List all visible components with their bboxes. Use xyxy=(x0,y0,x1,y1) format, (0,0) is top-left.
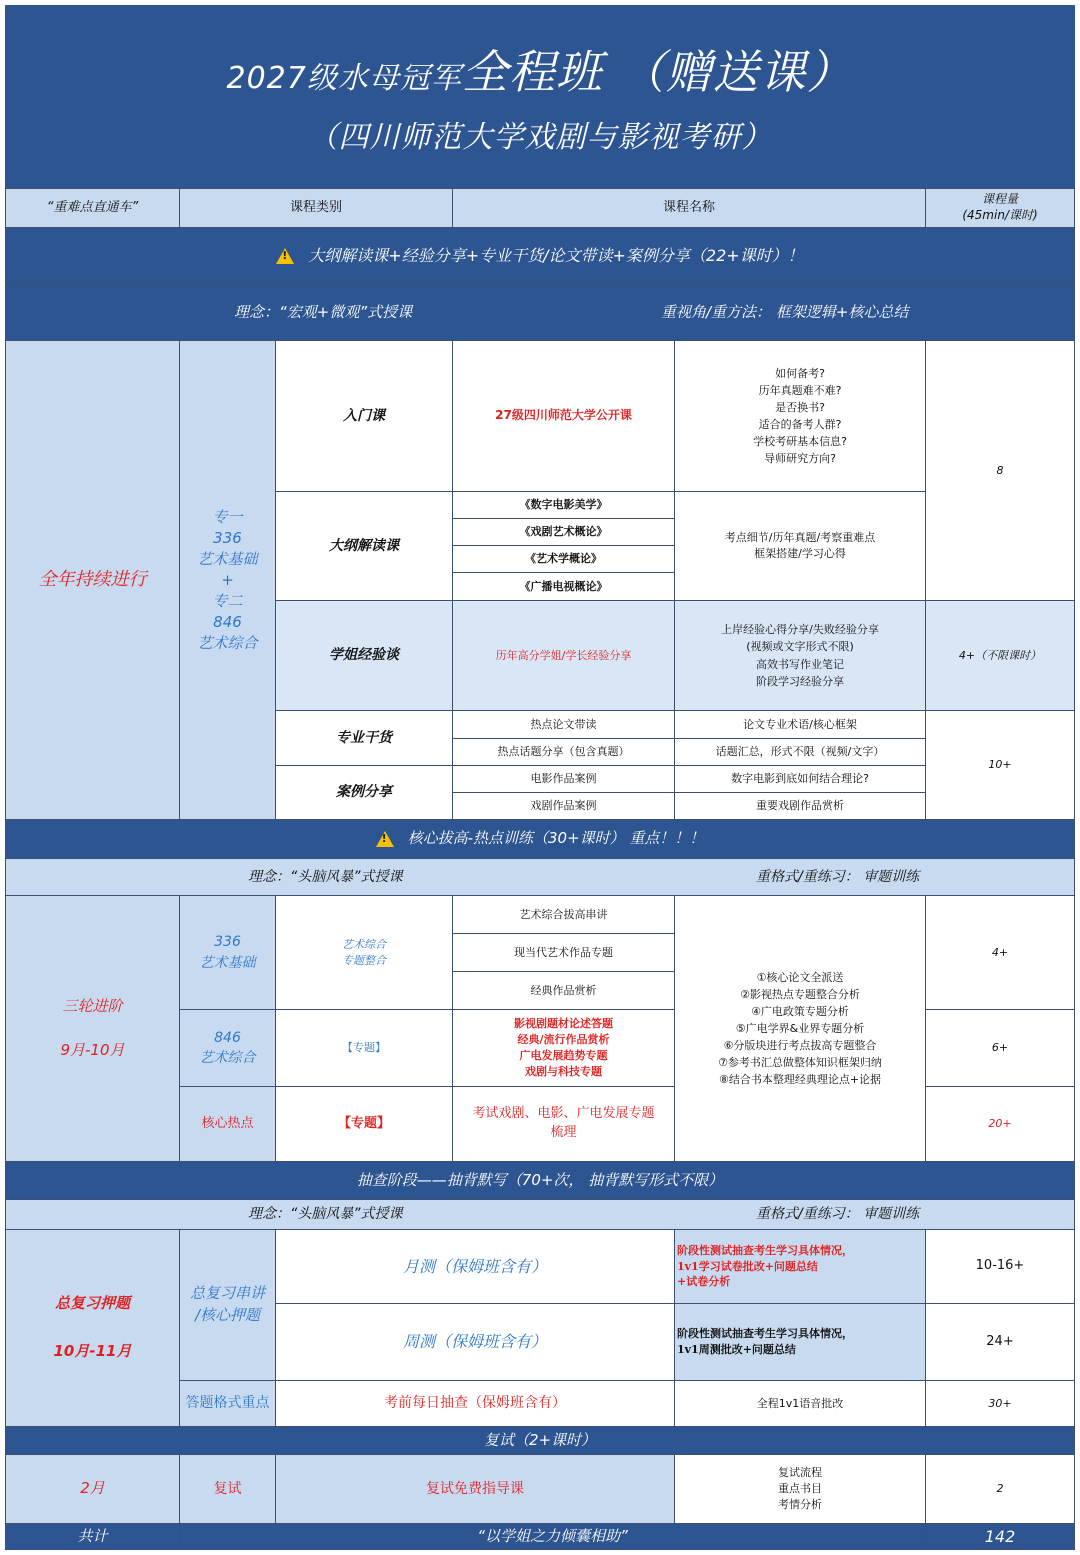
concept-right: 重格式/重练习： 审题训练 xyxy=(756,868,920,885)
category-336: 336 艺术基础 xyxy=(179,895,276,1010)
header-col-category: 课程类别 xyxy=(179,188,453,228)
category-answer-format: 答题格式重点 xyxy=(179,1380,276,1427)
course-monthly-test: 月测（保姆班含有） xyxy=(275,1229,675,1304)
page-title: 2027级水母冠军全程班 （赠送课） xyxy=(226,45,854,100)
course-daily-check: 考前每日抽查（保姆班含有） xyxy=(275,1380,675,1427)
side-label-three-rounds xyxy=(5,895,180,1162)
hours-336: 4+ xyxy=(925,895,1075,1010)
case-item: 电影作品案例 xyxy=(452,765,675,793)
dry-item: 热点论文带读 xyxy=(452,710,675,739)
hours-intro: 8 xyxy=(925,340,1075,601)
hours-dry-case: 10+ xyxy=(925,710,1075,820)
course-schedule-sheet xyxy=(5,5,1075,1550)
header-col-hours: 课程量 (45min/课时) xyxy=(925,188,1075,228)
side-label-final-review xyxy=(5,1229,180,1427)
concept-right: 重格式/重练习： 审题训练 xyxy=(756,1206,920,1223)
syllabus-book: 《戏剧艺术概论》 xyxy=(452,518,675,546)
course-core-hotspot: 考试戏剧、电影、广电发展专题 梳理 xyxy=(452,1086,675,1162)
subcategory-336: 艺术综合 专题整合 xyxy=(275,895,453,1010)
side-label-period: 10月-11月 xyxy=(53,1342,132,1360)
footer-slogan: “以学姐之力倾囊相助” xyxy=(179,1523,926,1550)
course-336: 现当代艺术作品专题 xyxy=(452,933,675,972)
case-desc: 重要戏剧作品赏析 xyxy=(674,792,926,820)
category-core-hotspot: 核心热点 xyxy=(179,1086,276,1162)
course-weekly-test: 周测（保姆班含有） xyxy=(275,1303,675,1381)
hours-core-hotspot: 20+ xyxy=(925,1086,1075,1162)
section1-concept-bar xyxy=(5,284,1075,341)
section3-banner: 抽查阶段——抽背默写（70+次， 抽背默写形式不限） xyxy=(5,1161,1075,1200)
warning-icon: ! xyxy=(376,831,394,847)
desc-retest: 复试流程 重点书目 考情分析 xyxy=(674,1454,926,1524)
desc-daily-check: 全程1v1语音批改 xyxy=(674,1380,926,1427)
category-subjects: 专一 336 艺术基础 + 专二 846 艺术综合 xyxy=(179,340,276,820)
dry-item: 热点话题分享（包含真题） xyxy=(452,738,675,766)
course-846: 影视剧题材论述答题 经典/流行作品赏析 广电发展趋势专题 戏剧与科技专题 xyxy=(452,1009,675,1087)
warning-icon: ! xyxy=(276,248,294,264)
category-846: 846 艺术综合 xyxy=(179,1009,276,1087)
header-col-track: “重难点直通车” xyxy=(5,188,180,228)
concept-left: 理念：“头脑风暴”式授课 xyxy=(248,868,403,885)
side-label-period: 9月-10月 xyxy=(60,1040,125,1059)
section4-banner: 复试（2+课时） xyxy=(5,1426,1075,1455)
course-experience: 历年高分学姐/学长经验分享 xyxy=(452,600,675,711)
desc-section2: ①核心论文全派送 ②影视热点专题整合分析 ④广电政策专题分析 ⑤广电学界&业界专题分析 ⑥分版块进行考点拔高专题整合 ⑦参考书汇总做整体知识框架归纳 ⑧结合书本整理经典理论点+论据 xyxy=(674,895,926,1162)
case-item: 戏剧作品案例 xyxy=(452,792,675,820)
syllabus-book: 《数字电影美学》 xyxy=(452,491,675,519)
section1-banner: ! 大纲解读课+经验分享+专业干货/论文带读+案例分享（22+课时）！ xyxy=(5,227,1075,285)
hours-monthly-test: 10-16+ xyxy=(925,1229,1075,1304)
side-label-title: 总复习押题 xyxy=(54,1294,130,1313)
syllabus-book: 《广播电视概论》 xyxy=(452,572,675,601)
page-subtitle: （四川师范大学戏剧与影视考研） xyxy=(307,120,773,156)
row-name-experience: 学姐经验谈 xyxy=(275,600,453,711)
row-name-syllabus: 大纲解读课 xyxy=(275,491,453,601)
concept-right: 重视角/重方法： 框架逻辑+核心总结 xyxy=(661,302,909,321)
case-desc: 数字电影到底如何结合理论? xyxy=(674,765,926,793)
course-intro: 27级四川师范大学公开课 xyxy=(452,340,675,492)
hours-retest: 2 xyxy=(925,1454,1075,1524)
section2-banner: ! 核心拔高-热点训练（30+课时） 重点！！！ xyxy=(5,819,1075,859)
row-name-dry-goods: 专业干货 xyxy=(275,710,453,766)
concept-left: 理念：“头脑风暴”式授课 xyxy=(248,1206,403,1223)
side-label-yearlong: 全年持续进行 xyxy=(5,340,180,820)
section2-concept-bar xyxy=(5,858,1075,896)
desc-experience: 上岸经验心得分享/失败经验分享 (视频或文字形式不限) 高效书写作业笔记 阶段学习经验分享 xyxy=(674,600,926,711)
dry-desc: 论文专业术语/核心框架 xyxy=(674,710,926,739)
subcategory-846: 【专题】 xyxy=(275,1009,453,1087)
row-name-intro: 入门课 xyxy=(275,340,453,492)
footer-total-label: 共计 xyxy=(5,1523,180,1550)
desc-weekly-test: 阶段性测试抽查考生学习具体情况， 1v1周测批改+问题总结 xyxy=(674,1303,926,1381)
dry-desc: 话题汇总，形式不限（视频/文字） xyxy=(674,738,926,766)
course-retest: 复试免费指导课 xyxy=(275,1454,675,1524)
header-col-course: 课程名称 xyxy=(452,188,926,228)
hours-daily-check: 30+ xyxy=(925,1380,1075,1427)
syllabus-book: 《艺术学概论》 xyxy=(452,545,675,573)
footer-total-hours: 142 xyxy=(925,1523,1075,1550)
hours-846: 6+ xyxy=(925,1009,1075,1087)
desc-syllabus: 考点细节/历年真题/考察重难点 框架搭建/学习心得 xyxy=(674,491,926,601)
hours-weekly-test: 24+ xyxy=(925,1303,1075,1381)
category-retest: 复试 xyxy=(179,1454,276,1524)
course-336: 经典作品赏析 xyxy=(452,971,675,1010)
side-label-retest: 2月 xyxy=(5,1454,180,1524)
concept-left: 理念：“宏观+微观”式授课 xyxy=(234,302,413,321)
desc-intro: 如何备考? 历年真题难不难? 是否换书? 适合的备考人群? 学校考研基本信息? 导师研究方向? xyxy=(674,340,926,492)
desc-monthly-test: 阶段性测试抽查考生学习具体情况， 1v1学习试卷批改+问题总结 +试卷分析 xyxy=(674,1229,926,1304)
side-label-title: 三轮进阶 xyxy=(62,996,123,1015)
hours-experience: 4+（不限课时） xyxy=(925,600,1075,711)
title-block xyxy=(5,5,1075,188)
row-name-case-share: 案例分享 xyxy=(275,765,453,820)
section3-concept-bar xyxy=(5,1199,1075,1230)
subcategory-core-hotspot: 【专题】 xyxy=(275,1086,453,1162)
category-review: 总复习串讲 /核心押题 xyxy=(179,1229,276,1381)
course-336: 艺术综合拔高串讲 xyxy=(452,895,675,934)
